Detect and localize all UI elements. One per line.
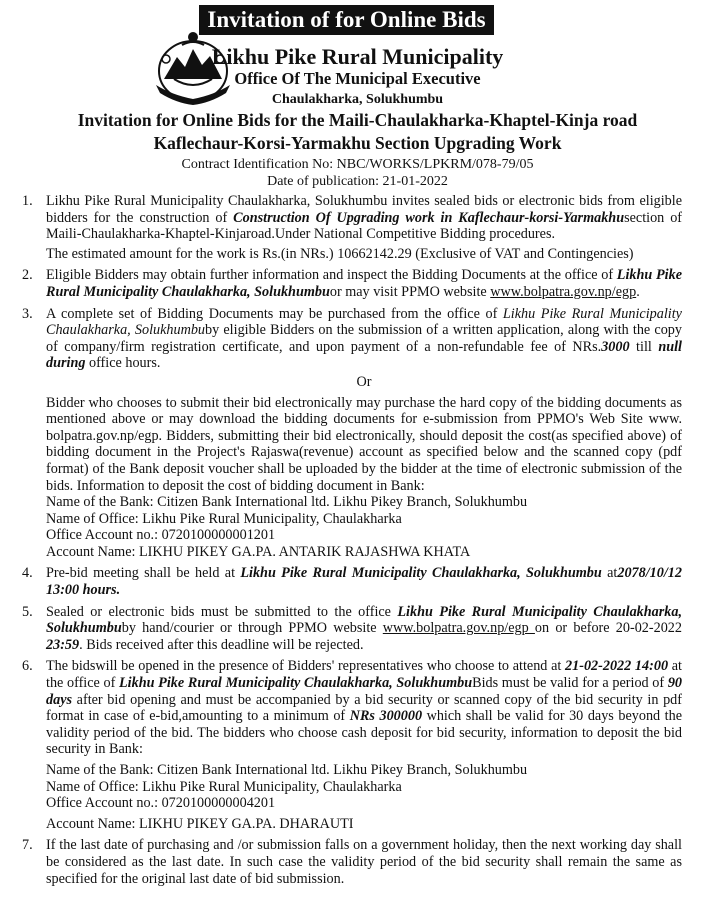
clause-text: at — [601, 565, 618, 582]
ppmo-website-link[interactable]: www.bolpatra.gov.np/egp — [490, 283, 637, 300]
clause-7 — [22, 837, 682, 887]
clause-4 — [22, 565, 682, 598]
account-name: Account Name: LIKHU PIKEY GA.PA. DHARAUTI — [46, 815, 354, 832]
clause-text: office hours. — [85, 355, 161, 372]
account-name: Account Name: LIKHU PIKEY GA.PA. ANTARIK RAJASHWA KHATA — [46, 543, 471, 560]
office-reference: Likhu Pike Rural Municipality Chaulakharka, Solukhumbu — [46, 305, 682, 339]
contract-identification: Contract Identification No: NBC/WORKS/LPKRM/078-79/05 — [181, 157, 534, 172]
clause-text: Pre-bid meeting shall be held at — [46, 565, 241, 582]
clause-number: 6. — [22, 658, 33, 675]
clause-text: A complete set of Bidding Documents may be purchased from the office of — [46, 305, 503, 322]
office-name-line: Name of Office: Likhu Pike Rural Municipality, Chaulakharka — [46, 778, 402, 795]
bank-name: Name of the Bank: Citizen Bank International ltd. Likhu Pikey Branch, Solukhumbu — [46, 494, 528, 511]
clause-number: 2. — [22, 267, 33, 284]
clause-number: 5. — [22, 603, 33, 620]
or-separator: Or — [356, 373, 372, 390]
pre-bid-datetime: 2078/10/12 13:00 hours. — [46, 565, 682, 599]
clause-text: Sealed or electronic bids must be submitted to the office — [46, 603, 398, 620]
clause-text: on or before 20-02-2022 — [534, 620, 682, 637]
bank-name: Name of the Bank: Citizen Bank International ltd. Likhu Pikey Branch, Solukhumbu — [46, 762, 528, 778]
clause-number: 1. — [22, 193, 33, 209]
office-name: Office Of The Municipal Executive — [234, 69, 481, 88]
clause-number: 7. — [22, 837, 33, 854]
clause-1 — [22, 193, 682, 262]
clause-text: till — [629, 338, 659, 355]
clause-text: Bids must be valid for a period of — [472, 675, 668, 692]
clause-text: Likhu Pike Rural Municipality Chaulakharka, Solukhumbu invites sealed bids or electronic bids from eligible bidders for the construction of — [46, 193, 682, 226]
clause-number: 3. — [22, 305, 33, 322]
invitation-heading-line2: Kaflechaur-Korsi-Yarmakhu Section Upgrading Work — [153, 133, 562, 153]
clause-text: If the last date of purchasing and /or submission falls on a government holiday, then the next working day shall be considered as the last date. In such case the validity period of the bid security shall remain the same as specified for the original last date of bid submission. — [46, 837, 682, 887]
submission-time: 23:59 — [46, 636, 80, 653]
account-number: Office Account no.: 0720100000001201 — [46, 527, 276, 544]
clause-text: Eligible Bidders may obtain further information and inspect the Bidding Documents at the office of — [46, 267, 617, 284]
clause-text: or may visit PPMO website — [329, 283, 491, 300]
document-fee: 3000 — [601, 338, 630, 355]
municipality-name: Likhu Pike Rural Municipality — [211, 44, 504, 69]
office-address: Chaulakharka, Solukhumbu — [271, 92, 444, 107]
clause-text: by hand/courier or through PPMO website — [121, 620, 383, 637]
clause-text: . — [636, 283, 640, 300]
clause-text: section of Maili-Chaulakharka-Khaptel-Kinjaroad.Under National Competitive Bidding procedures. — [46, 209, 683, 243]
clause-text: after bid opening and must be accompanied by a bid security or scanned copy of the bid security in pdf format in case of e-bid,amounting to a minimum of — [46, 691, 682, 725]
banner-title: Invitation of for Online Bids — [199, 5, 494, 35]
clause-2 — [22, 267, 682, 300]
office-reference: Likhu Pike Rural Municipality Chaulakharka, Solukhumbu — [46, 603, 682, 637]
clause-6 — [22, 658, 682, 832]
opening-datetime: 21-02-2022 14:00 — [565, 658, 669, 675]
office-reference: Likhu Pike Rural Municipality Chaulakharka, Solukhumbu — [46, 267, 682, 300]
invitation-heading-line1: Invitation for Online Bids for the Maili-Chaulakharka-Khaptel-Kinja road — [77, 110, 638, 130]
clause-text: by eligible Bidders on the submission of a written application, along with the copy of company/firm registration certificate, and upon payment of a non-refundable fee of NRs. — [46, 322, 682, 355]
clause-number: 4. — [22, 565, 33, 582]
clause-5 — [22, 604, 682, 654]
notice-body — [22, 193, 682, 892]
clause-text: which shall be valid for 30 days beyond the validity period of the bid. The bidders who choose cash deposit for bid security, information to deposit the bid security in Bank: — [46, 708, 683, 758]
office-reference: Likhu Pike Rural Municipality Chaulakharka, Solukhumbu — [240, 565, 602, 582]
clause-3 — [22, 306, 682, 561]
ppmo-website-link[interactable]: www.bolpatra.gov.np/egp — [382, 620, 535, 637]
office-name-line: Name of Office: Likhu Pike Rural Municipality, Chaulakharka — [46, 510, 402, 527]
account-number: Office Account no.: 0720100000004201 — [46, 795, 276, 812]
electronic-bid-paragraph: Bidder who chooses to submit their bid electronically may purchase the hard copy of the bidding documents as mentioned above or may download the bidding documents for e-submission from PPMO's Web Site www. bolpatra.gov.np/egp. Bidders, submitting their bid electronically, should deposit the cost(as specified above) of bidding document in the Project's Rajaswa(revenue) account as specified below and the scanned copy (pdf format) of the Bank deposit voucher shall be uploaded by the bidder at the time of electronic submission of the bids. Information to deposit the cost of bidding document in Bank: — [46, 394, 682, 494]
clause-text: . Bids received after this deadline will be rejected. — [79, 636, 364, 653]
bid-security-amount: NRs 300000 — [349, 708, 423, 725]
deadline-text: null during — [46, 338, 682, 372]
clause-text: at the office of — [46, 658, 682, 692]
work-name: Construction Of Upgrading work in Kaflechaur-korsi-Yarmakhu — [233, 209, 625, 226]
clause-text: The bidswill be opened in the presence of Bidders' representatives who choose to attend at — [46, 658, 566, 675]
estimated-amount: The estimated amount for the work is Rs.(in NRs.) 10662142.29 (Exclusive of VAT and Contingencies) — [46, 245, 634, 262]
office-reference: Likhu Pike Rural Municipality Chaulakharka, Solukhumbu — [119, 675, 473, 692]
publication-date: Date of publication: 21-01-2022 — [267, 174, 448, 189]
validity-period: 90 days — [46, 675, 682, 708]
